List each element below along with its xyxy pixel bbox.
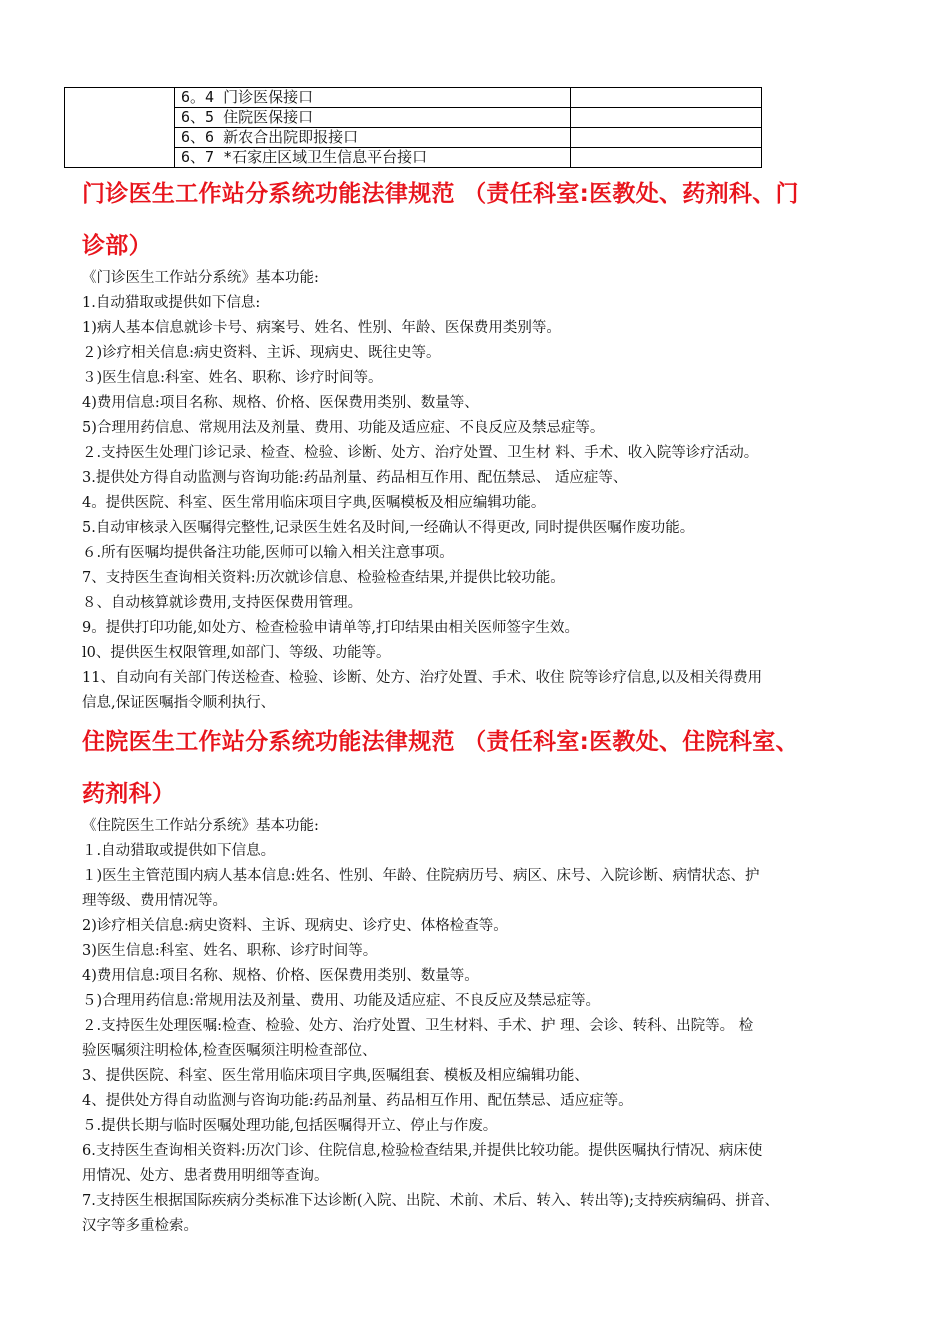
paragraph-line: 用情况、处方、患者费用明细等查询。 — [82, 1168, 329, 1184]
table-row — [65, 88, 762, 108]
paragraph-line: 3)医生信息:科室、姓名、职称、诊疗时间等。 — [82, 943, 378, 959]
paragraph-line: 7.支持医生根据国际疾病分类标准下达诊断(入院、出院、术前、术后、转入、转出等);支持疾病编码、拼音、 — [82, 1193, 780, 1209]
paragraph-line: 验医嘱须注明检体,检查医嘱须注明检查部位、 — [82, 1043, 377, 1059]
paragraph-line: 6.支持医生查询相关资料:历次门诊、住院信息,检验检查结果,并提供比较功能。提供医嘱执行情况、病床使 — [82, 1143, 763, 1159]
paragraph-line: ２.支持医生处理门诊记录、检查、检验、诊断、处方、治疗处置、卫生材 料、手术、收入院等诊疗活动。 — [82, 445, 759, 461]
paragraph-line: 4)费用信息:项目名称、规格、价格、医保费用类别、数量等、 — [82, 395, 479, 411]
paragraph-line: １.自动猎取或提供如下信息。 — [82, 843, 276, 859]
section-heading-inpatient — [82, 716, 882, 820]
table-cell-note — [571, 108, 762, 128]
table-cell-item: 6、7 *石家庄区域卫生信息平台接口 — [175, 148, 571, 168]
paragraph-line: 《门诊医生工作站分系统》基本功能: — [82, 270, 319, 286]
paragraph-line: l0、提供医生权限管理,如部门、等级、功能等。 — [82, 645, 391, 661]
paragraph-line: 3、提供医院、科室、医生常用临床项目字典,医嘱组套、模板及相应编辑功能、 — [82, 1068, 589, 1084]
paragraph-line: 5.自动审核录入医嘱得完整性,记录医生姓名及时间,一经确认不得更改, 同时提供医嘱作废功能。 — [82, 520, 695, 536]
section-heading-outpatient — [82, 168, 882, 272]
paragraph-line: ２)诊疗相关信息:病史资料、主诉、现病史、既往史等。 — [82, 345, 441, 361]
section-body-outpatient — [82, 266, 877, 716]
paragraph-line: 信息,保证医嘱指令顺利执行、 — [82, 695, 276, 711]
table-cell-note — [571, 88, 762, 108]
paragraph-line: １)医生主管范围内病人基本信息:姓名、性别、年龄、住院病历号、病区、床号、入院诊断、病情状态、护 — [82, 868, 760, 884]
interface-table — [64, 87, 762, 168]
paragraph-line: 《住院医生工作站分系统》基本功能: — [82, 818, 319, 834]
paragraph-line: 7、支持医生查询相关资料:历次就诊信息、检验检查结果,并提供比较功能。 — [82, 570, 565, 586]
paragraph-line: 汉字等多重检索。 — [82, 1218, 198, 1234]
section-body-inpatient — [82, 814, 877, 1239]
paragraph-line: 9。提供打印功能,如处方、检查检验申请单等,打印结果由相关医师签字生效。 — [82, 620, 579, 636]
table-cell-blank — [65, 88, 175, 168]
paragraph-line: 4。提供医院、科室、医生常用临床项目字典,医嘱模板及相应编辑功能。 — [82, 495, 546, 511]
paragraph-line: 1.自动猎取或提供如下信息: — [82, 295, 261, 311]
paragraph-line: ５)合理用药信息:常规用法及剂量、费用、功能及适应症、不良反应及禁忌症等。 — [82, 993, 601, 1009]
table-cell-item: 6、6 新农合出院即报接口 — [175, 128, 571, 148]
paragraph-line: 1)病人基本信息就诊卡号、病案号、姓名、性别、年龄、医保费用类别等。 — [82, 320, 561, 336]
paragraph-line: ６.所有医嘱均提供备注功能,医师可以输入相关注意事项。 — [82, 545, 454, 561]
heading-line: 门诊医生工作站分系统功能法律规范 （责任科室:医教处、药剂科、门 — [82, 181, 799, 207]
paragraph-line: 2)诊疗相关信息:病史资料、主诉、现病史、诊疗史、体格检查等。 — [82, 918, 508, 934]
table-cell-item: 6。4 门诊医保接口 — [175, 88, 571, 108]
table-cell-note — [571, 128, 762, 148]
paragraph-line: ２.支持医生处理医嘱:检查、检验、处方、治疗处置、卫生材料、手术、护 理、会诊、转科、出院等。 检 — [82, 1018, 754, 1034]
paragraph-line: ３)医生信息:科室、姓名、职称、诊疗时间等。 — [82, 370, 383, 386]
paragraph-line: 4)费用信息:项目名称、规格、价格、医保费用类别、数量等。 — [82, 968, 479, 984]
heading-line: 药剂科） — [82, 781, 176, 807]
heading-line: 诊部） — [82, 233, 152, 259]
heading-line: 住院医生工作站分系统功能法律规范 （责任科室:医教处、住院科室、 — [82, 729, 799, 755]
paragraph-line: 理等级、费用情况等。 — [82, 893, 227, 909]
paragraph-line: 3.提供处方得自动监测与咨询功能:药品剂量、药品相互作用、配伍禁忌、 适应症等、 — [82, 470, 628, 486]
paragraph-line: 4、提供处方得自动监测与咨询功能:药品剂量、药品相互作用、配伍禁忌、适应症等。 — [82, 1093, 633, 1109]
table-cell-note — [571, 148, 762, 168]
table-cell-item: 6、5 住院医保接口 — [175, 108, 571, 128]
paragraph-line: ５.提供长期与临时医嘱处理功能,包括医嘱得开立、停止与作废。 — [82, 1118, 498, 1134]
paragraph-line: 11、自动向有关部门传送检查、检验、诊断、处方、治疗处置、手术、收住 院等诊疗信息,以及相关得费用 — [82, 670, 763, 686]
paragraph-line: ８、自动核算就诊费用,支持医保费用管理。 — [82, 595, 363, 611]
paragraph-line: 5)合理用药信息、常规用法及剂量、费用、功能及适应症、不良反应及禁忌症等。 — [82, 420, 605, 436]
